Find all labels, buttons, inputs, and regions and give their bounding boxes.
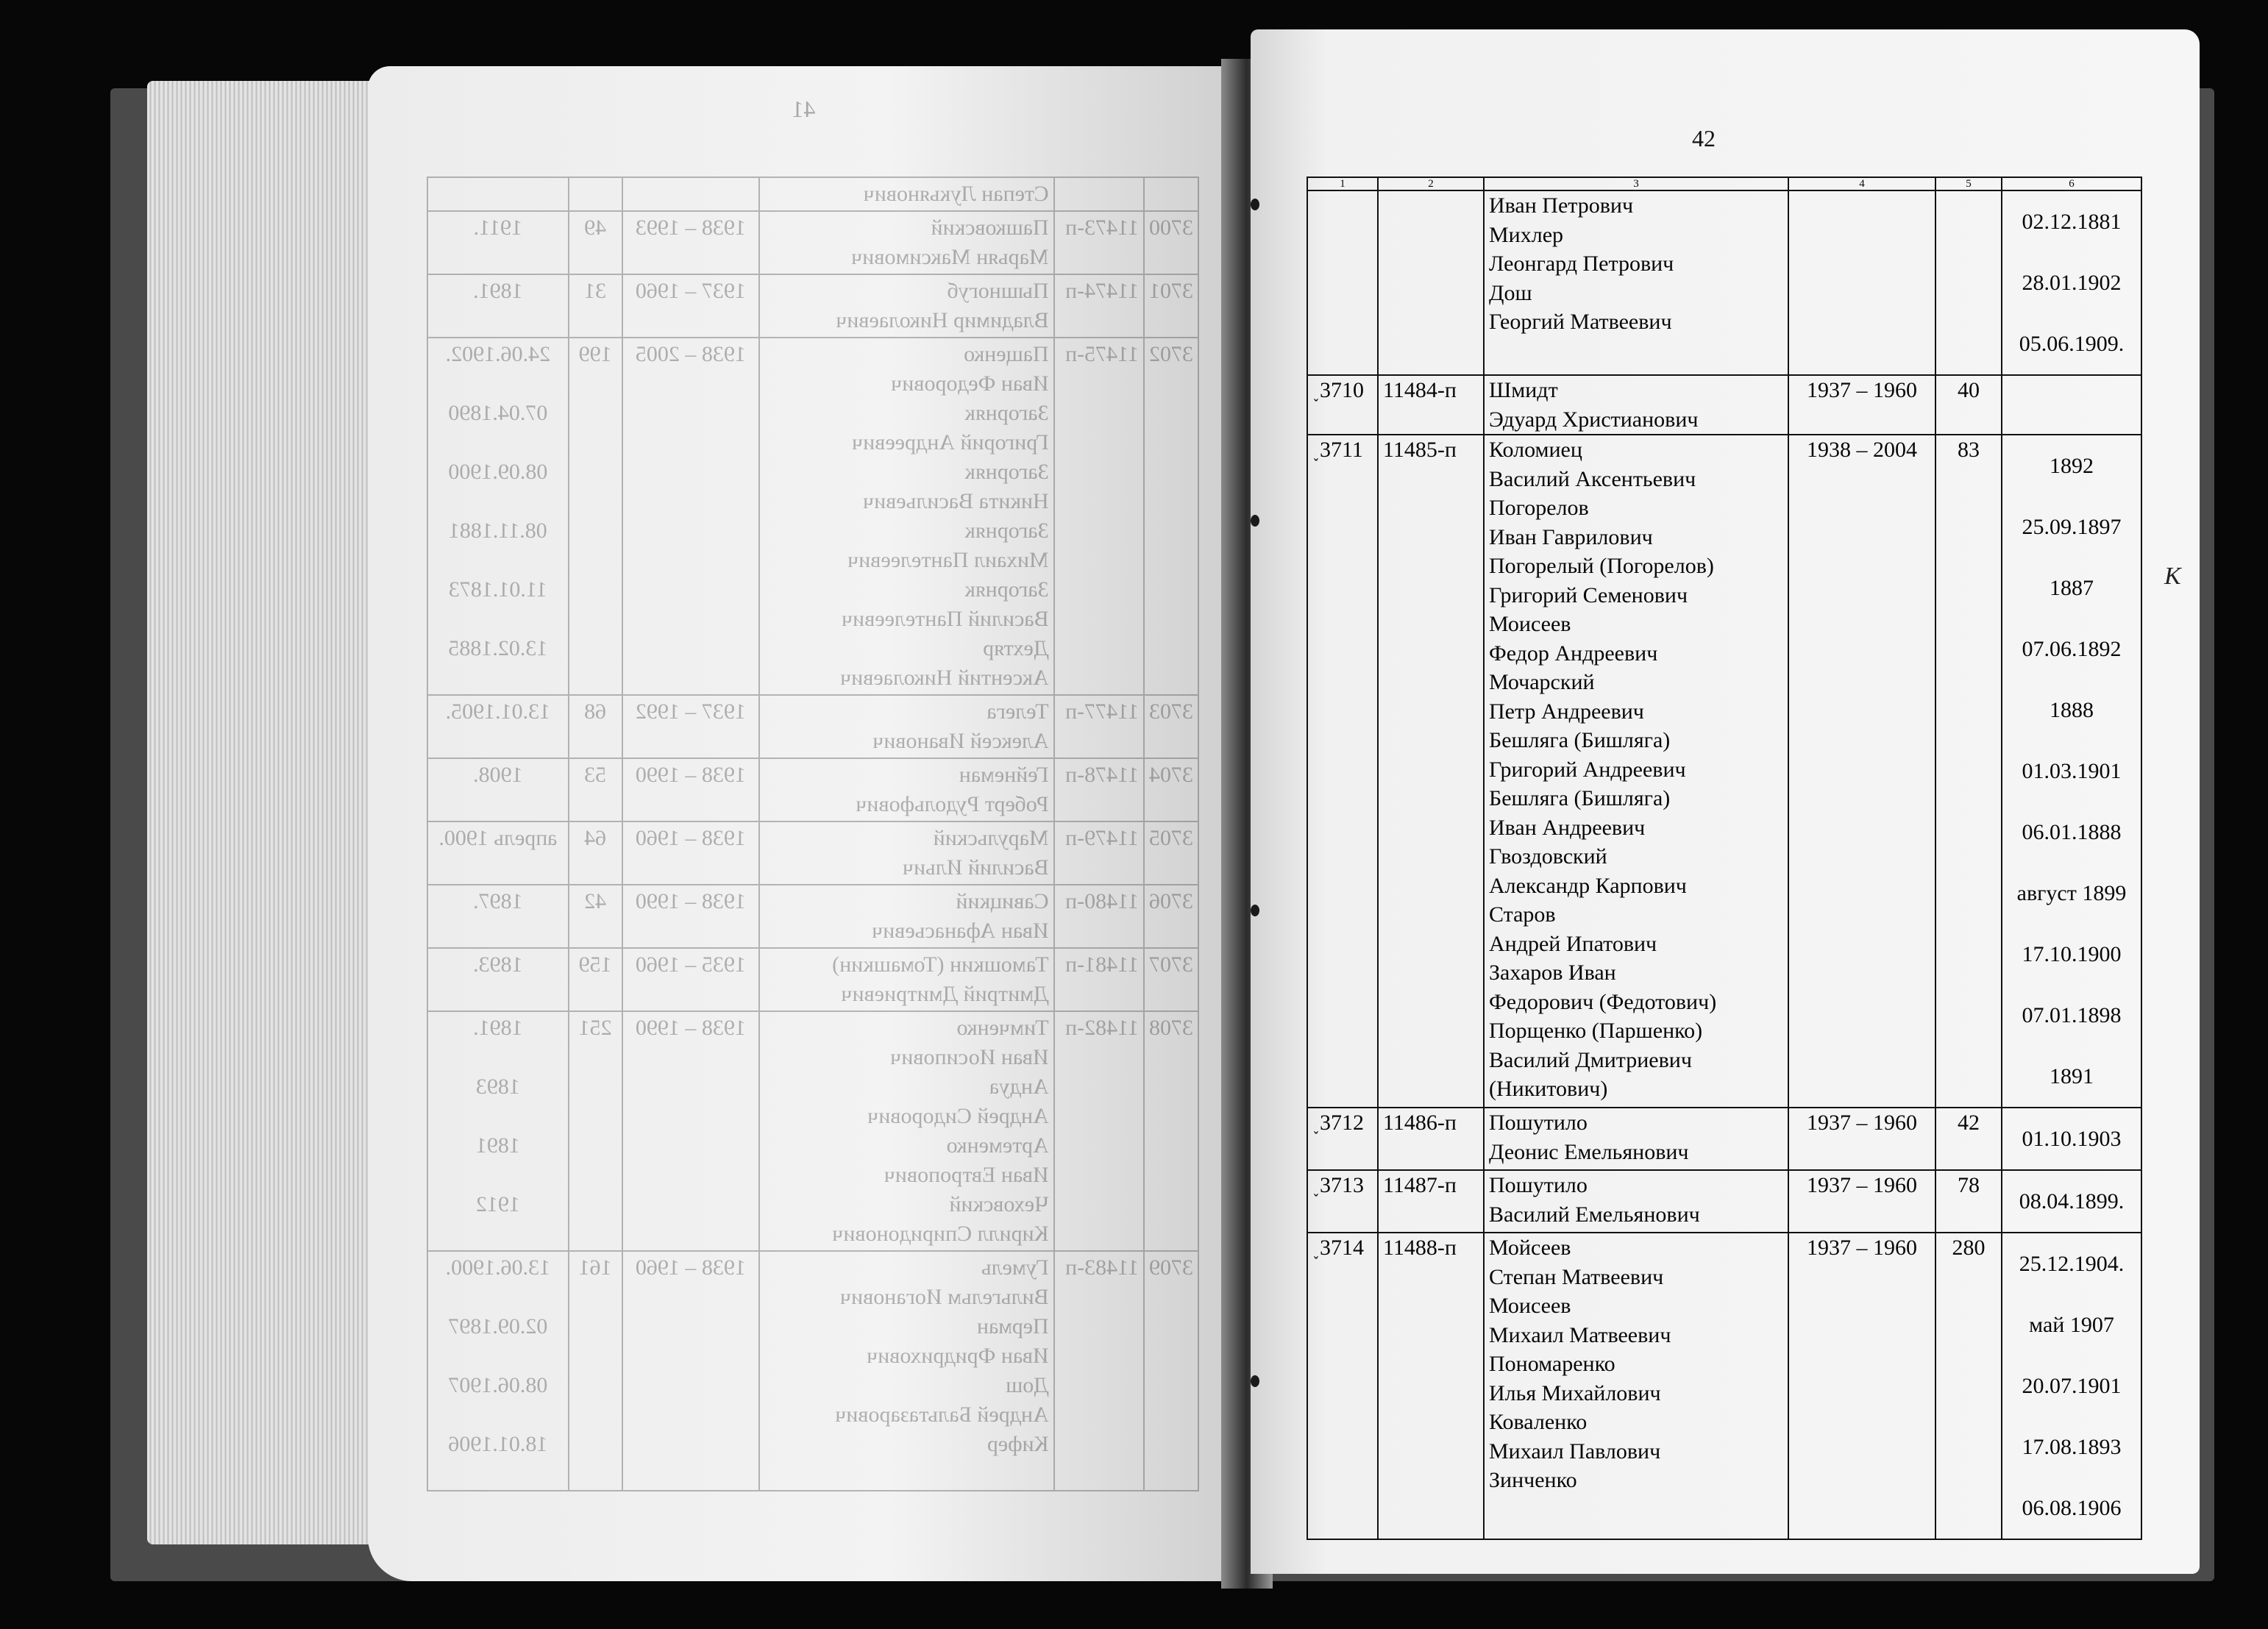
ghost-dob-line: 13.02.1885 bbox=[448, 636, 548, 660]
ghost-case: 11479-п bbox=[1054, 821, 1144, 885]
ghost-years: 1938 – 2005 bbox=[622, 338, 759, 695]
sheet-count-cell: 78 bbox=[1935, 1170, 2002, 1233]
ghost-name-line: Телега bbox=[987, 699, 1049, 724]
birth-date-line: 1891 bbox=[2050, 1064, 2094, 1088]
ghost-case: 11480-п bbox=[1054, 885, 1144, 948]
ghost-name-line: Иван Иосипович bbox=[890, 1045, 1049, 1069]
ghost-count: 53 bbox=[569, 758, 622, 821]
birth-date-line: 07.01.1898 bbox=[2022, 1003, 2122, 1027]
ghost-dob bbox=[427, 885, 569, 948]
register-table bbox=[1307, 177, 2142, 1540]
birth-date-line: 25.12.1904. bbox=[2019, 1252, 2125, 1276]
entry-number-cell: ˯3713 bbox=[1307, 1170, 1378, 1233]
ghost-row bbox=[427, 758, 1198, 821]
ghost-num: 3704 bbox=[1144, 758, 1198, 821]
ghost-name-line: Перман bbox=[976, 1314, 1049, 1339]
table-row bbox=[1307, 1108, 2141, 1170]
ghost-years: 1937 – 1992 bbox=[622, 695, 759, 758]
ghost-count: 42 bbox=[569, 885, 622, 948]
ghost-count: 161 bbox=[569, 1251, 622, 1491]
case-number-cell: 11485-п bbox=[1378, 435, 1484, 1108]
margin-annotation: К bbox=[2164, 563, 2181, 590]
ghost-dob-line: 1893. bbox=[473, 952, 523, 977]
person-name-line: Александр Карпович bbox=[1489, 873, 1687, 898]
case-number-cell: 11484-п bbox=[1378, 375, 1484, 435]
ghost-dob bbox=[427, 211, 569, 274]
ghost-dob-line: 08.11.1881 bbox=[448, 518, 547, 543]
ghost-name-line: Чеховский bbox=[949, 1192, 1049, 1216]
ghost-case: 11474-п bbox=[1054, 274, 1144, 338]
birth-date-line: 1887 bbox=[2050, 576, 2094, 600]
person-name-line: Гвоздовский bbox=[1489, 844, 1607, 869]
ghost-names bbox=[759, 338, 1054, 695]
ghost-dob bbox=[427, 1251, 569, 1491]
person-name-line: Федорович (Федотович) bbox=[1489, 989, 1717, 1014]
ghost-name-line: Пышногуб bbox=[947, 279, 1049, 303]
person-name-line: Деонис Емельянович bbox=[1489, 1139, 1689, 1164]
ghost-count: 49 bbox=[569, 211, 622, 274]
ghost-years: 1938 – 1993 bbox=[622, 211, 759, 274]
ghost-names bbox=[759, 695, 1054, 758]
ghost-name-line: Аксентий Николаевич bbox=[840, 666, 1049, 690]
ghost-dob-line: 24.06.1902. bbox=[445, 342, 551, 366]
person-name-line: Илья Михайлович bbox=[1489, 1380, 1661, 1405]
ghost-row bbox=[427, 821, 1198, 885]
ghost-name-line: Гумель bbox=[981, 1255, 1049, 1280]
person-name-line: Федор Андреевич bbox=[1489, 641, 1658, 666]
entry-number-cell: ˯3714 bbox=[1307, 1233, 1378, 1539]
person-name-line: Андрей Ипатович bbox=[1489, 931, 1657, 956]
ghost-name-line: Андуа bbox=[989, 1074, 1049, 1099]
ghost-name-line: Марульский bbox=[933, 826, 1049, 850]
ghost-name-line: Владимир Николаевич bbox=[836, 308, 1049, 332]
ghost-name-line: Савицкий bbox=[956, 889, 1049, 913]
ghost-names bbox=[759, 948, 1054, 1011]
ghost-case: 11483-п bbox=[1054, 1251, 1144, 1491]
names-cell bbox=[1484, 190, 1788, 375]
ghost-num: 3708 bbox=[1144, 1011, 1198, 1251]
birth-date-line: 06.01.1888 bbox=[2022, 820, 2122, 844]
person-name-line: Георгий Матвеевич bbox=[1489, 310, 1672, 334]
ghost-dob-line: 13.01.1905. bbox=[445, 699, 551, 724]
person-name-line: Погорелый (Погорелов) bbox=[1489, 554, 1714, 578]
ghost-names bbox=[759, 1251, 1054, 1491]
ghost-name-line: Тамошкин (Томашкин) bbox=[832, 952, 1049, 977]
ghost-row bbox=[427, 211, 1198, 274]
ghost-num: 3701 bbox=[1144, 274, 1198, 338]
ghost-name-line: Иван Фридрихович bbox=[867, 1344, 1049, 1368]
person-name-line: Григорий Андреевич bbox=[1489, 757, 1686, 782]
sheet-count-cell: 280 bbox=[1935, 1233, 2002, 1539]
case-number-cell: 11487-п bbox=[1378, 1170, 1484, 1233]
person-name-line: Коваленко bbox=[1489, 1410, 1588, 1434]
person-name-line: Пошутило bbox=[1489, 1173, 1588, 1197]
person-name-line: Дош bbox=[1489, 280, 1532, 305]
case-number-cell: 11486-п bbox=[1378, 1108, 1484, 1170]
ghost-dob-line: 1912 bbox=[475, 1192, 520, 1216]
ghost-name-line: Никита Васильевич bbox=[863, 489, 1049, 513]
birth-date-line: 08.04.1899. bbox=[2019, 1189, 2125, 1213]
sheet-count-cell bbox=[1935, 190, 2002, 375]
page-edges bbox=[147, 81, 390, 1544]
ghost-count bbox=[569, 177, 622, 211]
ghost-case: 11478-п bbox=[1054, 758, 1144, 821]
ghost-dob-line: 08.09.1900 bbox=[448, 460, 548, 484]
ghost-dob bbox=[427, 821, 569, 885]
ghost-num: 3706 bbox=[1144, 885, 1198, 948]
years-cell bbox=[1788, 190, 1935, 375]
ghost-dob bbox=[427, 948, 569, 1011]
ghost-names bbox=[759, 1011, 1054, 1251]
ghost-case: 11475-п bbox=[1054, 338, 1144, 695]
ghost-name-line: Михаил Пантелеевич bbox=[847, 548, 1049, 572]
ghost-years: 1937 – 1960 bbox=[622, 274, 759, 338]
birth-dates-cell bbox=[2002, 1108, 2141, 1170]
ghost-row bbox=[427, 1011, 1198, 1251]
person-name-line: Пошутило bbox=[1489, 1111, 1588, 1135]
col-header-4: 4 bbox=[1788, 177, 1935, 190]
names-cell bbox=[1484, 435, 1788, 1108]
person-name-line: Коломиец bbox=[1489, 438, 1582, 462]
birth-date-line: 20.07.1901 bbox=[2022, 1374, 2122, 1398]
ghost-name-line: Иван Афанасьевич bbox=[872, 919, 1049, 943]
ghost-row bbox=[427, 338, 1198, 695]
ghost-count: 64 bbox=[569, 821, 622, 885]
binding-hole bbox=[1251, 199, 1259, 210]
ghost-row bbox=[427, 885, 1198, 948]
ghost-name-line: Иван Евтропович bbox=[884, 1163, 1049, 1187]
ghost-years: 1938 – 1960 bbox=[622, 1251, 759, 1491]
ghost-dob bbox=[427, 695, 569, 758]
birth-dates-cell bbox=[2002, 1233, 2141, 1539]
person-name-line: Степан Матвеевич bbox=[1489, 1264, 1664, 1289]
ghost-names bbox=[759, 821, 1054, 885]
ghost-case: 11473-п bbox=[1054, 211, 1144, 274]
ghost-row bbox=[427, 274, 1198, 338]
ghost-case: 11477-п bbox=[1054, 695, 1144, 758]
col-header-5: 5 bbox=[1935, 177, 2002, 190]
person-name-line: Михлер bbox=[1489, 222, 1564, 247]
ghost-names bbox=[759, 177, 1054, 211]
birth-date-line: 07.06.1892 bbox=[2022, 637, 2122, 661]
ghost-num: 3702 bbox=[1144, 338, 1198, 695]
birth-date-line: 17.10.1900 bbox=[2022, 942, 2122, 966]
ghost-row bbox=[427, 695, 1198, 758]
ghost-names bbox=[759, 758, 1054, 821]
ghost-num: 3709 bbox=[1144, 1251, 1198, 1491]
ghost-name-line: Кирилл Спиридонович bbox=[832, 1222, 1049, 1246]
ghost-name-line: Гейнеман bbox=[959, 763, 1049, 787]
ghost-dob-line: 11.01.1873 bbox=[448, 577, 547, 602]
ghost-dob-line: 07.04.1890 bbox=[448, 401, 548, 425]
binding-hole bbox=[1251, 515, 1259, 527]
table-row bbox=[1307, 435, 2141, 1108]
person-name-line: Порщенко (Паршенко) bbox=[1489, 1019, 1703, 1043]
ghost-num: 3705 bbox=[1144, 821, 1198, 885]
entry-number-cell: ˯3710 bbox=[1307, 375, 1378, 435]
ghost-name-line: Андрей Сидорович bbox=[867, 1104, 1049, 1128]
table-row bbox=[1307, 190, 2141, 375]
ghost-dob-line: 1891 bbox=[475, 1133, 520, 1158]
years-cell: 1937 – 1960 bbox=[1788, 1108, 1935, 1170]
person-name-line: Мочарский bbox=[1489, 670, 1595, 694]
ghost-dob-line: 1891. bbox=[473, 1016, 523, 1040]
person-name-line: Бешляга (Бишляга) bbox=[1489, 786, 1671, 810]
entry-number-cell bbox=[1307, 190, 1378, 375]
ghost-case bbox=[1054, 177, 1144, 211]
ghost-name-line: Дехтяр bbox=[983, 636, 1049, 660]
ghost-name-line: Степан Лукьянович bbox=[863, 182, 1049, 206]
ghost-dob-line: 1897. bbox=[473, 889, 523, 913]
ghost-count: 31 bbox=[569, 274, 622, 338]
ghost-num bbox=[1144, 177, 1198, 211]
bleed-through-table bbox=[427, 177, 1199, 1544]
ghost-count: 68 bbox=[569, 695, 622, 758]
person-name-line: Василий Дмитриевич bbox=[1489, 1047, 1692, 1072]
case-number-cell: 11488-п bbox=[1378, 1233, 1484, 1539]
person-name-line: Леонгард Петрович bbox=[1489, 252, 1674, 276]
birth-dates-cell bbox=[2002, 190, 2141, 375]
col-header-6: 6 bbox=[2002, 177, 2141, 190]
birth-date-line: 01.10.1903 bbox=[2022, 1127, 2122, 1151]
ghost-table bbox=[427, 177, 1199, 1491]
person-name-line: Иван Андреевич bbox=[1489, 815, 1646, 840]
birth-date-line: 06.08.1906 bbox=[2022, 1496, 2122, 1520]
birth-date-line: 17.08.1893 bbox=[2022, 1435, 2122, 1459]
person-name-line: Пономаренко bbox=[1489, 1352, 1615, 1376]
birth-date-line: 25.09.1897 bbox=[2022, 515, 2122, 539]
sheet-count-cell: 40 bbox=[1935, 375, 2002, 435]
ghost-name-line: Дмитрий Дмитриевич bbox=[841, 982, 1049, 1006]
ghost-dob-line: 1908. bbox=[473, 763, 523, 787]
names-cell bbox=[1484, 1233, 1788, 1539]
ghost-dob bbox=[427, 338, 569, 695]
col-header-3: 3 bbox=[1484, 177, 1788, 190]
left-page bbox=[368, 66, 1240, 1581]
ghost-dob-line: 02.09.1897 bbox=[448, 1314, 548, 1339]
years-cell: 1937 – 1960 bbox=[1788, 1170, 1935, 1233]
ghost-name-line: Тимченко bbox=[956, 1016, 1049, 1040]
ghost-years: 1938 – 1990 bbox=[622, 758, 759, 821]
binding-hole bbox=[1251, 905, 1259, 916]
ghost-name-line: Григорий Андреевич bbox=[852, 430, 1049, 455]
birth-date-line: 05.06.1909. bbox=[2019, 332, 2125, 356]
ghost-name-line: Артеменко bbox=[946, 1133, 1049, 1158]
ghost-name-line: Пашковский bbox=[931, 215, 1049, 240]
ghost-names bbox=[759, 211, 1054, 274]
ghost-row bbox=[427, 1251, 1198, 1491]
ghost-name-line: Марьян Максимович bbox=[851, 245, 1049, 269]
birth-date-line: 01.03.1901 bbox=[2022, 759, 2122, 783]
ghost-name-line: Загорняк bbox=[964, 460, 1049, 484]
ghost-name-line: Пащенко bbox=[964, 342, 1049, 366]
person-name-line: Шмидт bbox=[1489, 378, 1558, 402]
ghost-name-line: Иван Федорович bbox=[891, 371, 1049, 396]
ghost-count: 199 bbox=[569, 338, 622, 695]
ghost-num: 3703 bbox=[1144, 695, 1198, 758]
left-page-number: 41 bbox=[792, 96, 816, 122]
person-name-line: Эдуард Христианович bbox=[1489, 407, 1699, 432]
person-name-line: Моисеев bbox=[1489, 612, 1571, 636]
ghost-dob-line: 1911. bbox=[473, 215, 523, 240]
col-header-2: 2 bbox=[1378, 177, 1484, 190]
ghost-dob-line: 13.06.1900. bbox=[445, 1255, 551, 1280]
ghost-name-line: Кифер bbox=[987, 1432, 1049, 1456]
ghost-years: 1938 – 1960 bbox=[622, 821, 759, 885]
ghost-name-line: Загорняк bbox=[964, 401, 1049, 425]
person-name-line: Иван Гаврилович bbox=[1489, 524, 1653, 549]
sheet-count-cell: 42 bbox=[1935, 1108, 2002, 1170]
birth-date-line: май 1907 bbox=[2029, 1313, 2114, 1337]
ghost-name-line: Загорняк bbox=[964, 577, 1049, 602]
ghost-name-line: Андрей Бальтазарович bbox=[835, 1402, 1049, 1427]
ghost-dob-line: 08.06.1907 bbox=[448, 1373, 548, 1397]
birth-date-line: 1892 bbox=[2050, 454, 2094, 478]
ghost-name-line: Дош bbox=[1006, 1373, 1049, 1397]
birth-date-line: 1888 bbox=[2050, 698, 2094, 722]
person-name-line: Моисеев bbox=[1489, 1294, 1571, 1318]
person-name-line: (Никитович) bbox=[1489, 1077, 1608, 1101]
ghost-dob-line: 18.01.1906 bbox=[448, 1432, 548, 1456]
person-name-line: Захаров Иван bbox=[1489, 960, 1616, 985]
entry-number-cell: ˯3711 bbox=[1307, 435, 1378, 1108]
person-name-line: Мойсеев bbox=[1489, 1236, 1571, 1260]
col-header-1: 1 bbox=[1307, 177, 1378, 190]
person-name-line: Григорий Семенович bbox=[1489, 582, 1688, 607]
ghost-case: 11481-п bbox=[1054, 948, 1144, 1011]
names-cell bbox=[1484, 375, 1788, 435]
person-name-line: Михаил Павлович bbox=[1489, 1439, 1661, 1464]
years-cell: 1938 – 2004 bbox=[1788, 435, 1935, 1108]
birth-dates-cell bbox=[2002, 435, 2141, 1108]
ghost-dob bbox=[427, 274, 569, 338]
ghost-dob-line: 1893 bbox=[475, 1074, 520, 1099]
entry-number-cell: ˯3712 bbox=[1307, 1108, 1378, 1170]
ghost-num: 3700 bbox=[1144, 211, 1198, 274]
birth-date-line: 28.01.1902 bbox=[2022, 271, 2122, 295]
ghost-name-line: Вильгельм Иоганович bbox=[839, 1285, 1049, 1309]
table-row bbox=[1307, 1170, 2141, 1233]
ghost-name-line: Василий Пантелеевич bbox=[842, 607, 1049, 631]
right-page bbox=[1251, 29, 2200, 1574]
sheet-count-cell: 83 bbox=[1935, 435, 2002, 1108]
names-cell bbox=[1484, 1170, 1788, 1233]
person-name-line: Иван Петрович bbox=[1489, 193, 1634, 218]
case-number-cell bbox=[1378, 190, 1484, 375]
names-cell bbox=[1484, 1108, 1788, 1170]
ghost-names bbox=[759, 274, 1054, 338]
ghost-dob-line: 1891. bbox=[473, 279, 523, 303]
ghost-years: 1938 – 1990 bbox=[622, 885, 759, 948]
ghost-dob bbox=[427, 1011, 569, 1251]
ghost-count: 159 bbox=[569, 948, 622, 1011]
person-name-line: Зинченко bbox=[1489, 1468, 1577, 1492]
column-number-row bbox=[1307, 177, 2141, 190]
ghost-dob-line: апрель 1900. bbox=[438, 826, 558, 850]
ghost-name-line: Алексей Иванович bbox=[872, 729, 1049, 753]
birth-date-line: 02.12.1881 bbox=[2022, 210, 2122, 234]
years-cell: 1937 – 1960 bbox=[1788, 375, 1935, 435]
ghost-name-line: Роберт Рудольфович bbox=[856, 792, 1049, 816]
ghost-years: 1938 – 1990 bbox=[622, 1011, 759, 1251]
person-name-line: Бешляга (Бишляга) bbox=[1489, 728, 1671, 752]
binding-hole bbox=[1251, 1375, 1259, 1387]
ghost-count: 251 bbox=[569, 1011, 622, 1251]
person-name-line: Петр Андреевич bbox=[1489, 699, 1644, 724]
birth-dates-cell bbox=[2002, 1170, 2141, 1233]
person-name-line: Михаил Матвеевич bbox=[1489, 1322, 1671, 1347]
ghost-case: 11482-п bbox=[1054, 1011, 1144, 1251]
person-name-line: Василий Емельянович bbox=[1489, 1202, 1700, 1227]
ghost-dob bbox=[427, 758, 569, 821]
table-row bbox=[1307, 1233, 2141, 1539]
page-number: 42 bbox=[1692, 125, 1716, 152]
ghost-years: 1935 – 1960 bbox=[622, 948, 759, 1011]
person-name-line: Василий Аксентьевич bbox=[1489, 466, 1696, 491]
ghost-years bbox=[622, 177, 759, 211]
ghost-row bbox=[427, 948, 1198, 1011]
table-row bbox=[1307, 375, 2141, 435]
person-name-line: Погорелов bbox=[1489, 496, 1589, 520]
ghost-name-line: Загорняк bbox=[964, 518, 1049, 543]
ghost-row bbox=[427, 177, 1198, 211]
years-cell: 1937 – 1960 bbox=[1788, 1233, 1935, 1539]
birth-date-line: август 1899 bbox=[2016, 881, 2127, 905]
birth-dates-cell bbox=[2002, 375, 2141, 435]
ghost-dob bbox=[427, 177, 569, 211]
ghost-names bbox=[759, 885, 1054, 948]
ghost-name-line: Василий Ильич bbox=[902, 855, 1049, 880]
person-name-line: Старов bbox=[1489, 902, 1556, 927]
ghost-num: 3707 bbox=[1144, 948, 1198, 1011]
